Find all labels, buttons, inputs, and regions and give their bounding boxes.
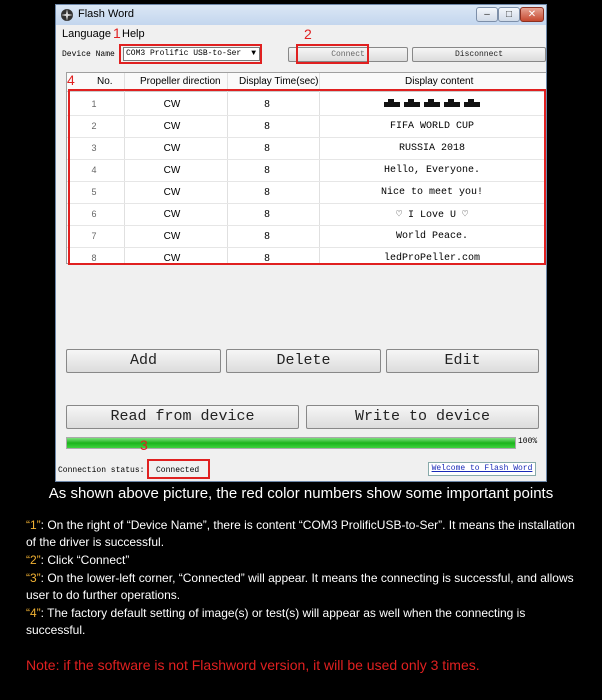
- marker-2: 2: [304, 26, 312, 42]
- title-bar: [56, 5, 546, 25]
- device-select[interactable]: [123, 47, 260, 61]
- point-key: “4”: [26, 606, 41, 620]
- minimize-button[interactable]: –: [476, 7, 498, 22]
- point-3: [26, 570, 586, 604]
- app-window: [55, 4, 547, 482]
- row-content: ♡ I Love U ♡: [395, 210, 469, 221]
- content-table: [66, 72, 547, 264]
- row-no: 3: [91, 143, 97, 153]
- row-no: 7: [91, 231, 97, 241]
- row-direction: CW: [163, 99, 181, 110]
- status-bar: [56, 458, 546, 480]
- row-content: World Peace.: [395, 231, 468, 242]
- point-text: : On the right of “Device Name”, there is content “COM3 ProlificUSB-to-Ser”. It means the installation of the driver is successful.: [26, 518, 575, 549]
- row-no: 2: [91, 121, 97, 131]
- table-row[interactable]: [67, 181, 547, 204]
- device-name-label: Device Name: [62, 50, 115, 59]
- header-direction: Propeller direction: [140, 76, 221, 87]
- row-time: 8: [264, 143, 270, 154]
- row-time: 8: [264, 209, 270, 220]
- add-button[interactable]: Add: [66, 349, 221, 373]
- delete-button[interactable]: Delete: [226, 349, 381, 373]
- row-content: Nice to meet you!: [380, 187, 484, 198]
- write-to-device-button[interactable]: Write to device: [306, 405, 539, 429]
- row-no: 8: [91, 253, 97, 263]
- row-no: 6: [91, 209, 97, 219]
- row-no: 5: [91, 187, 97, 197]
- row-direction: CW: [163, 187, 181, 198]
- row-direction: CW: [163, 165, 181, 176]
- point-text: : The factory default setting of image(s) or test(s) will appear as well when the connecting is successful.: [26, 606, 526, 637]
- header-no: No.: [97, 76, 113, 87]
- row-time: 8: [264, 99, 270, 110]
- menu-language[interactable]: Language: [62, 28, 111, 40]
- header-time: Display Time(sec): [239, 76, 319, 87]
- progress-fill: [67, 438, 515, 448]
- row-direction: CW: [163, 143, 181, 154]
- progress-label: 100%: [518, 437, 538, 446]
- row-content: ledProPeller.com: [383, 253, 480, 264]
- read-from-device-button[interactable]: Read from device: [66, 405, 299, 429]
- row-direction: CW: [163, 121, 181, 132]
- row-time: 8: [264, 231, 270, 242]
- table-row[interactable]: [67, 93, 547, 116]
- table-row[interactable]: [67, 137, 547, 160]
- row-direction: CW: [163, 231, 181, 242]
- row-no: 1: [91, 99, 97, 109]
- point-key: “3”: [26, 571, 41, 585]
- header-content: Display content: [405, 76, 474, 87]
- table-header: [67, 73, 547, 92]
- point-2: [26, 552, 586, 569]
- point-text: : On the lower-left corner, “Connected” will appear. It means the connecting is successful, and allows user to do further operations.: [26, 571, 574, 602]
- row-direction: CW: [163, 253, 181, 264]
- row-no: 4: [91, 165, 97, 175]
- row-content: Hello, Everyone.: [383, 165, 480, 176]
- row-content: RUSSIA 2018: [398, 143, 465, 154]
- row-content: FIFA WORLD CUP: [389, 121, 474, 132]
- point-text: : Click “Connect”: [40, 553, 130, 567]
- caption: As shown above picture, the red color numbers show some important points: [48, 485, 554, 502]
- progress-bar: [66, 437, 516, 449]
- marker-4: 4: [67, 72, 75, 88]
- maximize-button[interactable]: □: [498, 7, 520, 22]
- close-button[interactable]: ✕: [520, 7, 544, 22]
- marker-3: 3: [140, 437, 148, 453]
- row-time: 8: [264, 165, 270, 176]
- table-row[interactable]: [67, 225, 547, 248]
- note: Note: if the software is not Flashword version, it will be used only 3 times.: [26, 657, 480, 673]
- row-time: 8: [264, 121, 270, 132]
- connect-button[interactable]: Connect: [288, 47, 408, 62]
- tank-image-icon: [382, 99, 482, 109]
- point-key: “2”: [26, 553, 41, 567]
- edit-button[interactable]: Edit: [386, 349, 539, 373]
- table-row[interactable]: [67, 247, 547, 269]
- connection-status-value: Connected: [156, 466, 200, 475]
- connection-status-label: Connection status:: [58, 466, 145, 475]
- point-1: [26, 517, 586, 551]
- disconnect-button[interactable]: Disconnect: [412, 47, 546, 62]
- table-row[interactable]: [67, 159, 547, 182]
- row-direction: CW: [163, 209, 181, 220]
- welcome-link[interactable]: Welcome to Flash Word: [428, 462, 536, 476]
- row-time: 8: [264, 253, 270, 264]
- table-row[interactable]: [67, 115, 547, 138]
- point-4: [26, 605, 586, 639]
- marker-1: 1: [113, 25, 121, 41]
- menu-help[interactable]: Help: [122, 28, 145, 40]
- point-key: “1”: [26, 518, 41, 532]
- chevron-down-icon: ▼: [251, 49, 256, 58]
- window-title: Flash Word: [78, 8, 135, 20]
- row-time: 8: [264, 187, 270, 198]
- table-row[interactable]: [67, 203, 547, 226]
- device-select-value: COM3 Prolific USB-to-Ser: [126, 49, 242, 58]
- app-icon: [60, 8, 74, 22]
